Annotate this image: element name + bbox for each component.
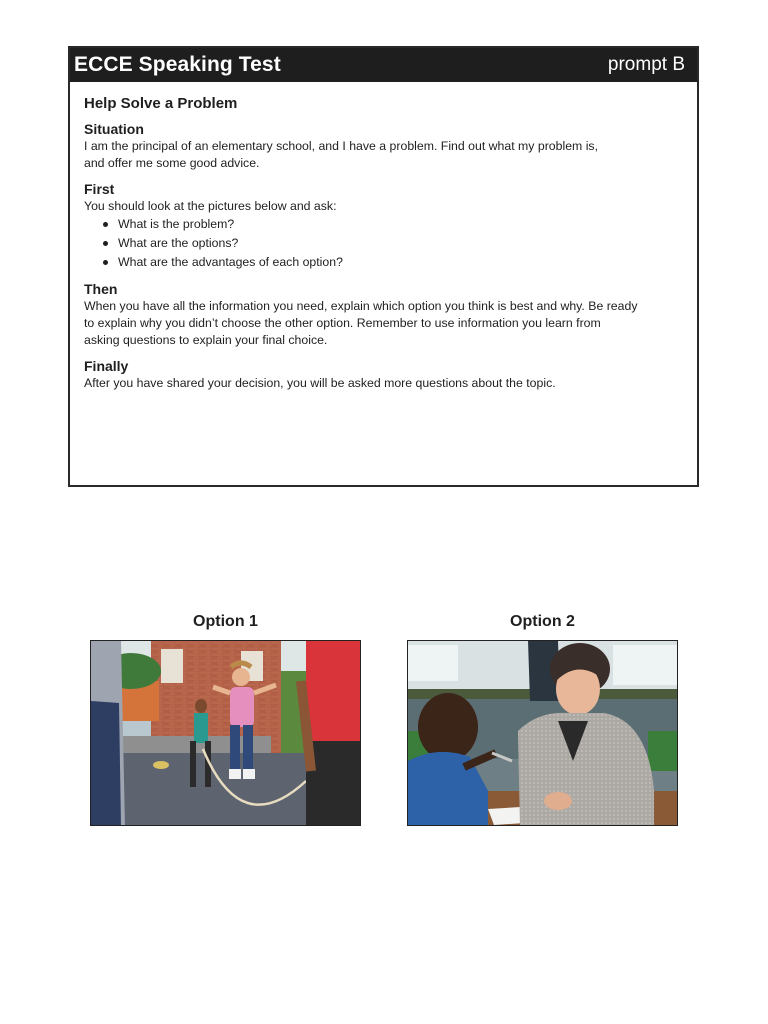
situation-text [84,138,683,172]
question-item: What are the advantages of each option? [84,253,683,272]
question-list [84,215,683,272]
then-line: asking questions to explain your final choice. [84,333,328,347]
option-1-photo [90,640,361,826]
teacher-tutoring-student-image [408,641,678,826]
test-title: ECCE Speaking Test [74,53,281,76]
first-heading: First [84,181,115,197]
playground-jump-rope-image [91,641,361,826]
first-intro: You should look at the pictures below and ask: [84,199,337,213]
situation-line: I am the principal of an elementary school, and I have a problem. Find out what my problem is, [84,139,598,153]
then-heading: Then [84,281,118,297]
card-header [70,48,697,82]
option-2-label: Option 2 [510,613,575,630]
option-1-label: Option 1 [193,613,258,630]
finally-heading: Finally [84,358,129,374]
then-line: When you have all the information you need, explain which option you think is best and why. Be ready [84,299,638,313]
finally-text [84,375,683,392]
option-2-photo [407,640,678,826]
question-item: What is the problem? [84,215,683,234]
task-title: Help Solve a Problem [84,95,238,112]
then-line: to explain why you didn’t choose the other option. Remember to use information you learn from [84,316,601,330]
then-text [84,298,683,349]
finally-line: After you have shared your decision, you will be asked more questions about the topic. [84,376,556,390]
question-item: What are the options? [84,234,683,253]
situation-line: and offer me some good advice. [84,156,260,170]
situation-heading: Situation [84,121,144,137]
card-body [70,82,697,392]
prompt-card [68,46,699,487]
prompt-label: prompt B [607,54,685,75]
